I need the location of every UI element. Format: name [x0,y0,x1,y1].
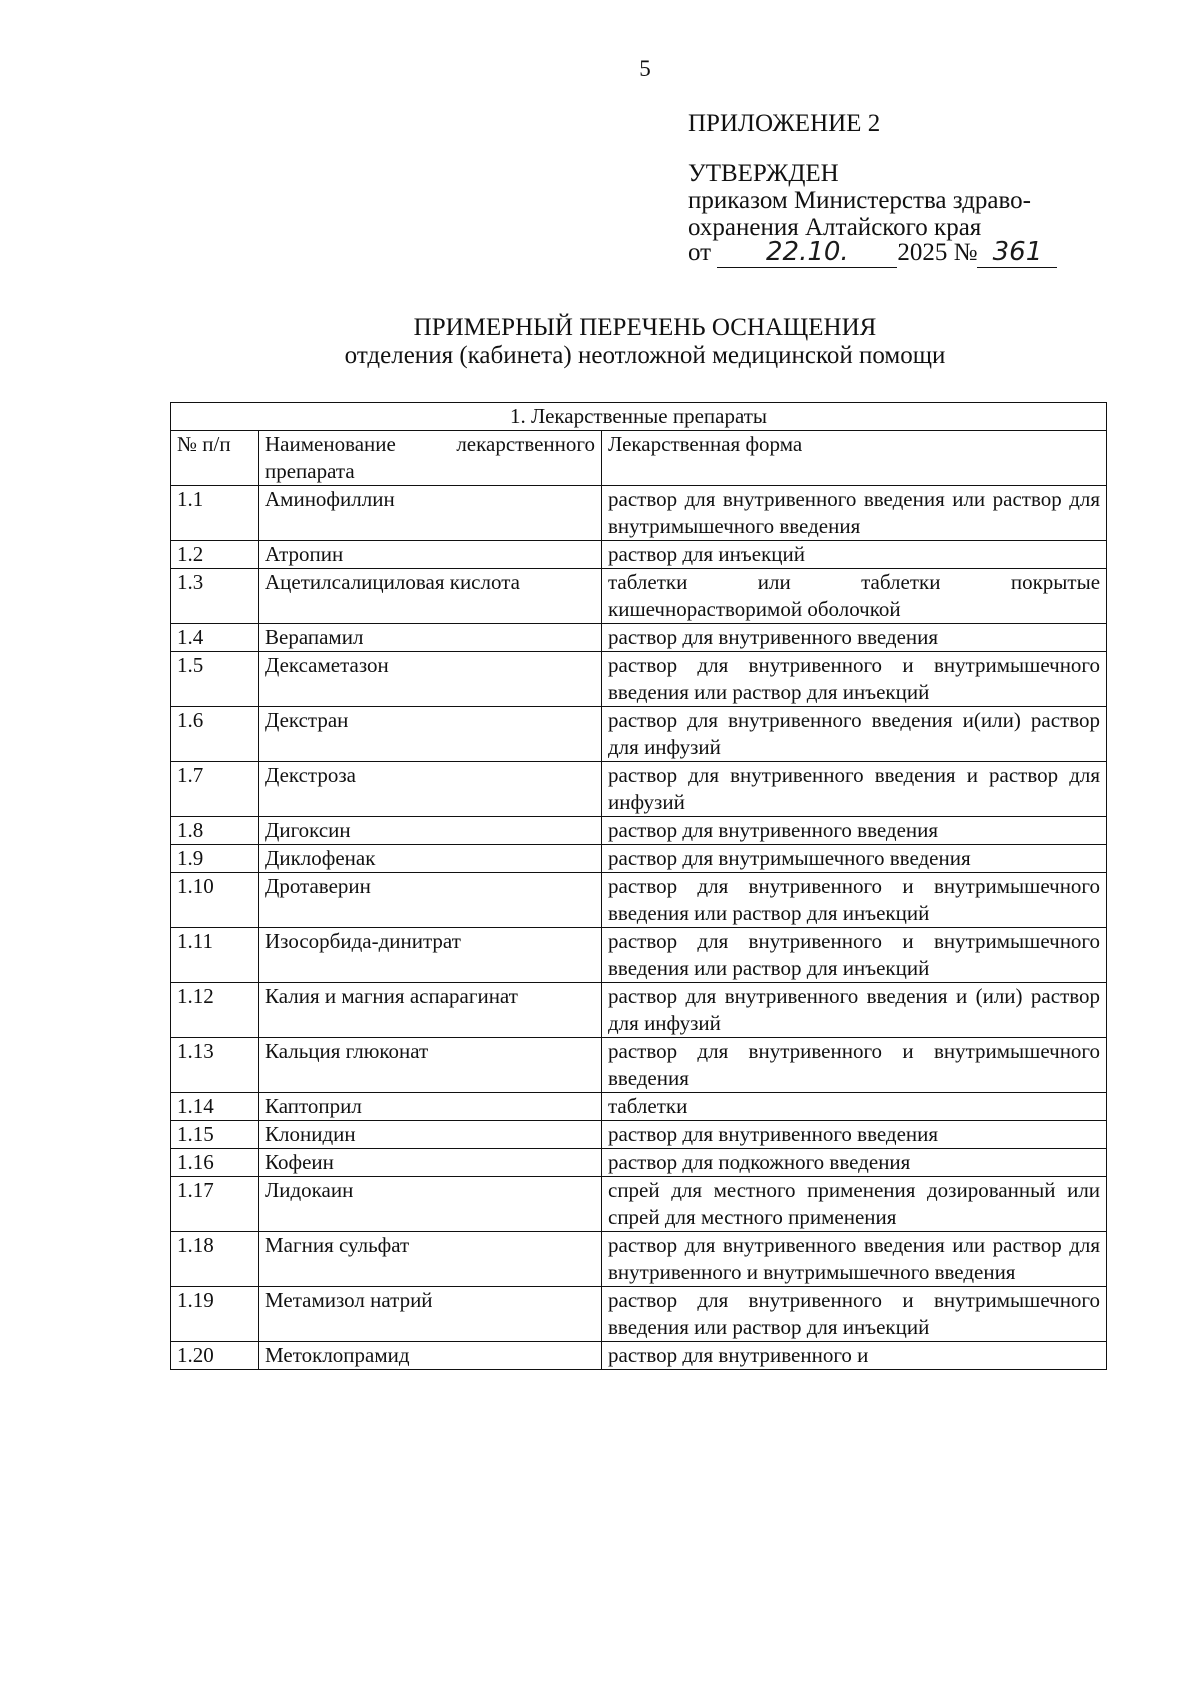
header-name: Наименование лекарственного препарата [259,431,602,486]
drug-name: Дигоксин [259,817,602,845]
dosage-form: раствор для подкожного введения [602,1149,1107,1177]
table-row [171,817,1107,845]
table-row [171,486,1107,541]
table-row [171,762,1107,817]
drug-name: Изосорбида-динитрат [259,928,602,983]
medications-table [170,402,1107,1370]
row-number: 1.8 [171,817,259,845]
table-row [171,1093,1107,1121]
section-title: 1. Лекарственные препараты [171,403,1107,431]
header-number: № п/п [171,431,259,486]
table-row [171,1121,1107,1149]
row-number: 1.9 [171,845,259,873]
drug-name: Метоклопрамид [259,1342,602,1370]
dosage-form: раствор для внутривенного введения или раствор для внутримышечного введения [602,486,1107,541]
approval-title: УТВЕРЖДЕН [688,160,839,187]
drug-name: Кальция глюконат [259,1038,602,1093]
table-row [171,983,1107,1038]
header-row [171,431,1107,486]
drug-name: Клонидин [259,1121,602,1149]
drug-name: Атропин [259,541,602,569]
table-row [171,652,1107,707]
row-number: 1.18 [171,1232,259,1287]
order-year: 2025 [897,239,948,266]
document-subtitle: отделения (кабинета) неотложной медицинской помощи [344,342,946,369]
row-number: 1.17 [171,1177,259,1232]
drug-name: Калия и магния аспарагинат [259,983,602,1038]
dosage-form: раствор для внутривенного введения и(или) раствор для инфузий [602,707,1107,762]
table-row [171,624,1107,652]
approval-line-2: охранения Алтайского края [688,214,982,241]
dosage-form: раствор для внутривенного и внутримышечного введения или раствор для инъекций [602,873,1107,928]
from-label: от [688,239,712,266]
approval-line-1: приказом Министерства здраво- [688,187,1031,214]
table-row [171,569,1107,624]
row-number: 1.19 [171,1287,259,1342]
handwritten-date: 22.10. [717,237,897,268]
row-number: 1.14 [171,1093,259,1121]
row-number: 1.7 [171,762,259,817]
table-row [171,707,1107,762]
row-number: 1.3 [171,569,259,624]
number-label: № [953,239,978,266]
order-date-line [688,237,1057,268]
dosage-form: раствор для инъекций [602,541,1107,569]
header-form: Лекарственная форма [602,431,1107,486]
row-number: 1.15 [171,1121,259,1149]
dosage-form: раствор для внутривенного введения [602,624,1107,652]
approval-block [688,160,1031,241]
drug-name: Аминофиллин [259,486,602,541]
page-number: 5 [639,56,651,81]
dosage-form: раствор для внутривенного введения и (или) раствор для инфузий [602,983,1107,1038]
appendix-label: ПРИЛОЖЕНИЕ 2 [688,110,881,137]
row-number: 1.11 [171,928,259,983]
dosage-form: раствор для внутривенного введения или раствор для внутривенного и внутримышечного введения [602,1232,1107,1287]
drug-name: Магния сульфат [259,1232,602,1287]
table-row [171,1232,1107,1287]
dosage-form: раствор для внутривенного и внутримышечного введения или раствор для инъекций [602,652,1107,707]
drug-name: Дексаметазон [259,652,602,707]
handwritten-number: 361 [977,237,1057,268]
drug-name: Декстран [259,707,602,762]
table-row [171,1342,1107,1370]
row-number: 1.16 [171,1149,259,1177]
table-row [171,1177,1107,1232]
drug-name: Дротаверин [259,873,602,928]
row-number: 1.12 [171,983,259,1038]
drug-name: Лидокаин [259,1177,602,1232]
row-number: 1.20 [171,1342,259,1370]
dosage-form: раствор для внутривенного и внутримышечного введения или раствор для инъекций [602,928,1107,983]
dosage-form: раствор для внутривенного введения [602,817,1107,845]
row-number: 1.13 [171,1038,259,1093]
table-row [171,845,1107,873]
dosage-form: раствор для внутривенного введения [602,1121,1107,1149]
drug-name: Каптоприл [259,1093,602,1121]
dosage-form: спрей для местного применения дозированный или спрей для местного применения [602,1177,1107,1232]
row-number: 1.10 [171,873,259,928]
table-row [171,928,1107,983]
drug-name: Верапамил [259,624,602,652]
row-number: 1.2 [171,541,259,569]
table-row [171,873,1107,928]
row-number: 1.6 [171,707,259,762]
document-title: ПРИМЕРНЫЙ ПЕРЕЧЕНЬ ОСНАЩЕНИЯ [413,314,877,341]
row-number: 1.5 [171,652,259,707]
dosage-form: раствор для внутривенного и внутримышечного введения [602,1038,1107,1093]
drug-name: Кофеин [259,1149,602,1177]
drug-name: Декстроза [259,762,602,817]
table-row [171,1149,1107,1177]
drug-name: Диклофенак [259,845,602,873]
table-row [171,1038,1107,1093]
dosage-form: раствор для внутривенного и [602,1342,1107,1370]
table-row [171,1287,1107,1342]
row-number: 1.4 [171,624,259,652]
dosage-form: таблетки [602,1093,1107,1121]
dosage-form: таблетки или таблетки покрытые кишечнорастворимой оболочкой [602,569,1107,624]
section-row [171,403,1107,431]
dosage-form: раствор для внутривенного и внутримышечного введения или раствор для инъекций [602,1287,1107,1342]
row-number: 1.1 [171,486,259,541]
dosage-form: раствор для внутривенного введения и раствор для инфузий [602,762,1107,817]
table-body [171,403,1107,1370]
table-row [171,541,1107,569]
drug-name: Метамизол натрий [259,1287,602,1342]
drug-name: Ацетилсалициловая кислота [259,569,602,624]
dosage-form: раствор для внутримышечного введения [602,845,1107,873]
